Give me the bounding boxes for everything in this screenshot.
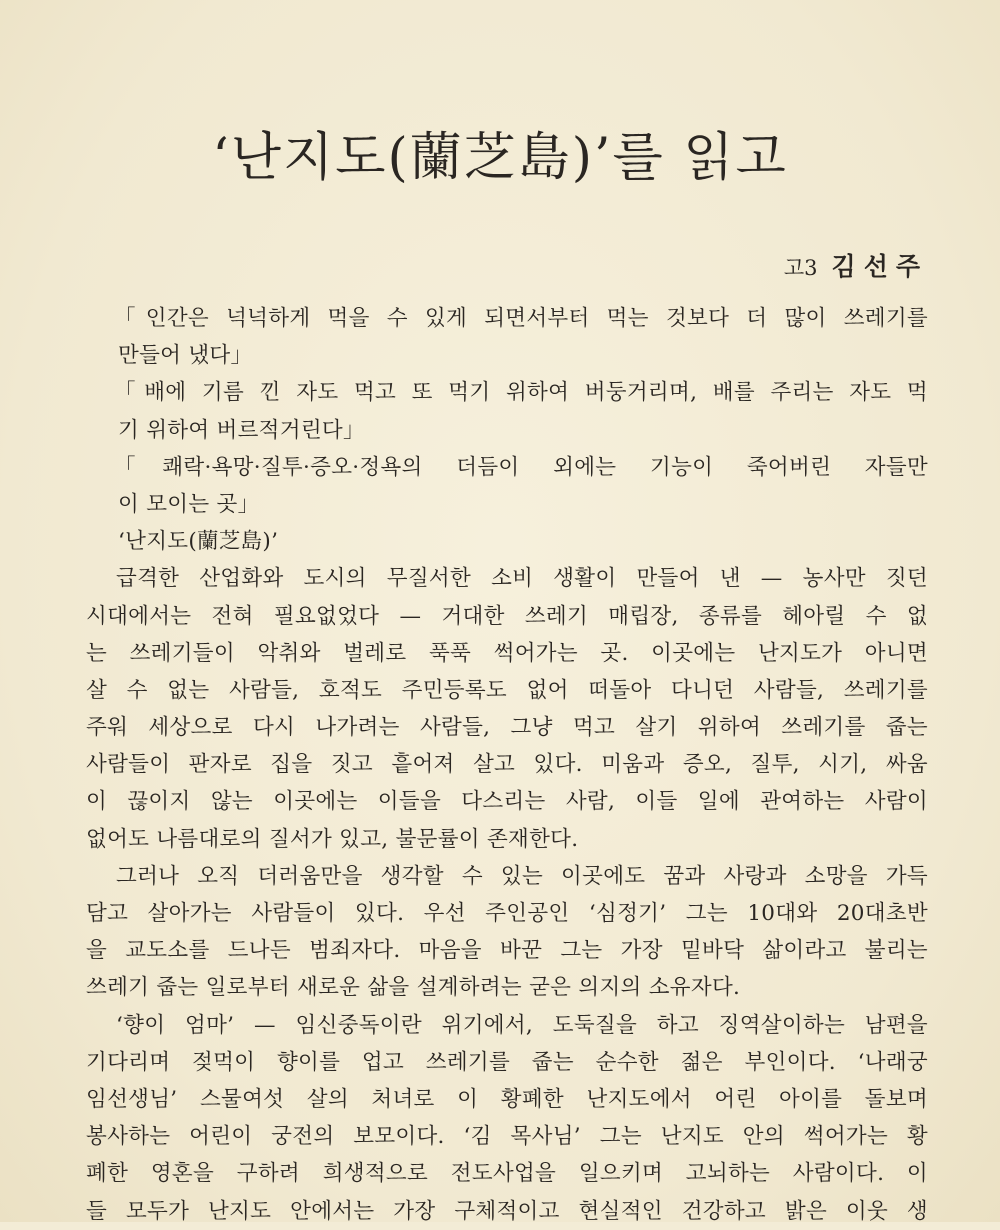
text-line: 담고 살아가는 사람들이 있다. 우선 주인공인 ‘심정기’ 그는 10대와 20대초반 [86, 901, 928, 926]
text-line: 들 모두가 난지도 안에서는 가장 구체적이고 현실적인 건강하고 밝은 이웃 생 [86, 1198, 928, 1224]
text-line: 없어도 나름대로의 질서가 있고, 불문률이 존재한다. [86, 826, 579, 852]
text-line: 임선생님’ 스물여섯 살의 처녀로 이 황폐한 난지도에서 어린 아이를 돌보며 [86, 1086, 928, 1112]
body-text [86, 300, 928, 1230]
text-line: 쓰레기 줍는 일로부터 새로운 삶을 설계하려는 굳은 의지의 소유자다. [86, 975, 741, 1001]
text-line: 기 위하여 버르적거린다」 [118, 417, 365, 443]
text-line: 봉사하는 어린이 궁전의 보모이다. ‘김 목사님’ 그는 난지도 안의 썩어가는 황 [86, 1124, 928, 1150]
text-line: 시대에서는 전혀 필요없었다 — 거대한 쓰레기 매립장, 종류를 헤아릴 수 없 [86, 603, 928, 629]
text-line: 이 끊이지 않는 이곳에는 이들을 다스리는 사람, 이들 일에 관여하는 사람이 [86, 789, 928, 815]
text-line: 는 쓰레기들이 악취와 벌레로 푹푹 썩어가는 곳. 이곳에는 난지도가 아니면 [86, 640, 928, 666]
text-line: 을 교도소를 드나든 범죄자다. 마음을 바꾼 그는 가장 밑바닥 삶이라고 불리는 [86, 938, 928, 964]
text-line: 살 수 없는 사람들, 호적도 주민등록도 없어 떠돌아 다니던 사람들, 쓰레기를 [86, 677, 928, 703]
text-line: ‘향이 엄마’ — 임신중독이란 위기에서, 도둑질을 하고 징역살이하는 남편을 [116, 1012, 928, 1038]
text-line: 기다리며 젖먹이 향이를 업고 쓰레기를 줍는 순수한 젊은 부인이다. ‘나래궁 [86, 1049, 928, 1075]
text-line: 폐한 영혼을 구하려 희생적으로 전도사업을 일으키며 고뇌하는 사람이다. 이 [86, 1161, 928, 1187]
text-line: 「쾌락·욕망·질투·증오·정욕의 더듬이 외에는 기능이 죽어버린 자들만 [114, 454, 928, 480]
text-line: 「배에 기름 낀 자도 먹고 또 먹기 위하여 버둥거리며, 배를 주리는 자도 먹 [114, 380, 928, 406]
text-line: ‘난지도(蘭芝島)’ [118, 529, 279, 555]
text-line: 「인간은 넉넉하게 먹을 수 있게 되면서부터 먹는 것보다 더 많이 쓰레기를 [114, 306, 928, 331]
author-name: 김선주 [831, 252, 928, 281]
text-line: 주워 세상으로 다시 나가려는 사람들, 그냥 먹고 살기 위하여 쓰레기를 줍는 [86, 715, 928, 741]
text-line: 급격한 산업화와 도시의 무질서한 소비 생활이 만들어 낸 — 농사만 짓던 [116, 566, 928, 592]
page-title: ‘난지도(蘭芝島)’를 읽고 [212, 127, 788, 188]
byline [784, 250, 928, 285]
text-line: 사람들이 판자로 집을 짓고 흩어져 살고 있다. 미움과 증오, 질투, 시기, 싸움 [86, 752, 928, 778]
grade-label: 고3 [783, 256, 818, 280]
text-line: 그러나 오직 더러움만을 생각할 수 있는 이곳에도 꿈과 사랑과 소망을 가득 [116, 863, 928, 889]
text-line: 만들어 냈다」 [118, 343, 253, 369]
text-line: 이 모이는 곳」 [118, 491, 260, 517]
